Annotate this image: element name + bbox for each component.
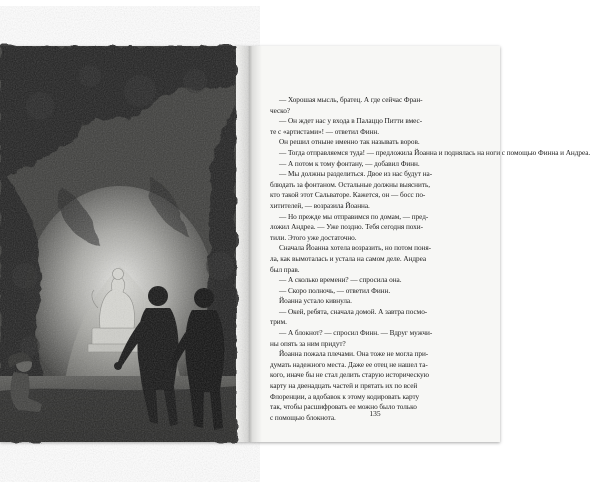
text-line: думать надежного места. Даже ее отец не нашел та-	[270, 360, 428, 369]
text-line: Он решил отныне именно так называть воров.	[279, 138, 420, 147]
text-line: ла, как вымоталась и устала на самом деле. Андреа	[270, 254, 427, 263]
text-line: кого, иначе бы не стал делить старую историческую	[270, 371, 429, 380]
text-line: те с «артистами»! — ответил Финн.	[270, 127, 380, 136]
text-line: так, чтобы расшифровать ее можно было только	[270, 403, 417, 412]
text-line: — Хорошая мысль, братец. А где сейчас Фран-	[279, 96, 423, 104]
text-line: трим.	[270, 318, 287, 327]
text-line: Флоренции, а вдобавок к этому кодировать карту	[270, 392, 420, 401]
text-line: блюдать за фонтаном. Остальные должны выяснить,	[270, 180, 430, 189]
text-line: Сначала Йоанна хотела возразить, но потом поня-	[279, 244, 432, 253]
text-line: — Мы должны разделиться. Двое из нас будут на-	[279, 170, 433, 179]
text-line: был прав.	[270, 265, 300, 274]
text-line: — Но прежде мы отправимся по домам, — пред-	[279, 212, 429, 221]
open-book	[0, 46, 590, 442]
text-line: — А блокнот? — спросил Финн. — Вдруг мужчи-	[279, 329, 433, 338]
chapter-text	[270, 95, 590, 423]
text-line: Йоанна устало кивнула.	[279, 297, 352, 306]
text-line: Йоанна пожала плечами. Она тоже не могла при-	[279, 350, 429, 359]
text-line: ны опять за ним придут?	[270, 339, 346, 348]
text-line: — Скоро полночь, — ответил Финн.	[279, 286, 391, 295]
text-page	[250, 46, 590, 442]
text-line: ческо?	[270, 106, 290, 115]
grotto-illustration	[0, 46, 236, 442]
text-line: ложил Андреа. — Уже поздно. Тебя сегодня похи-	[270, 223, 423, 232]
text-line: — Окей, ребята, сначала домой. А завтра посмо-	[279, 307, 428, 316]
text-line: хитителей, — возразила Йоанна.	[270, 201, 370, 210]
text-line: с помощью блокнота.	[270, 413, 336, 422]
text-line: кто такой этот Сальваторе. Кажется, он — босс по-	[270, 191, 426, 200]
text-line: тили. Этого уже достаточно.	[270, 233, 357, 242]
text-line: — Он ждет нас у входа в Палаццо Питти вмес-	[279, 117, 423, 126]
page-number: 135	[369, 409, 381, 418]
text-line: — А потом к тому фонтану, — добавил Финн.	[279, 159, 420, 168]
text-line: — Тогда отправляемся туда! — предложила Йоанна и поднялась на ноги с помощью Финна и Андреа.	[279, 148, 590, 157]
illustration-page	[0, 46, 250, 442]
text-line: карту на двенадцать частей и прятать их по всей	[270, 382, 418, 391]
text-line: — А сколько времени? — спросила она.	[279, 276, 402, 285]
